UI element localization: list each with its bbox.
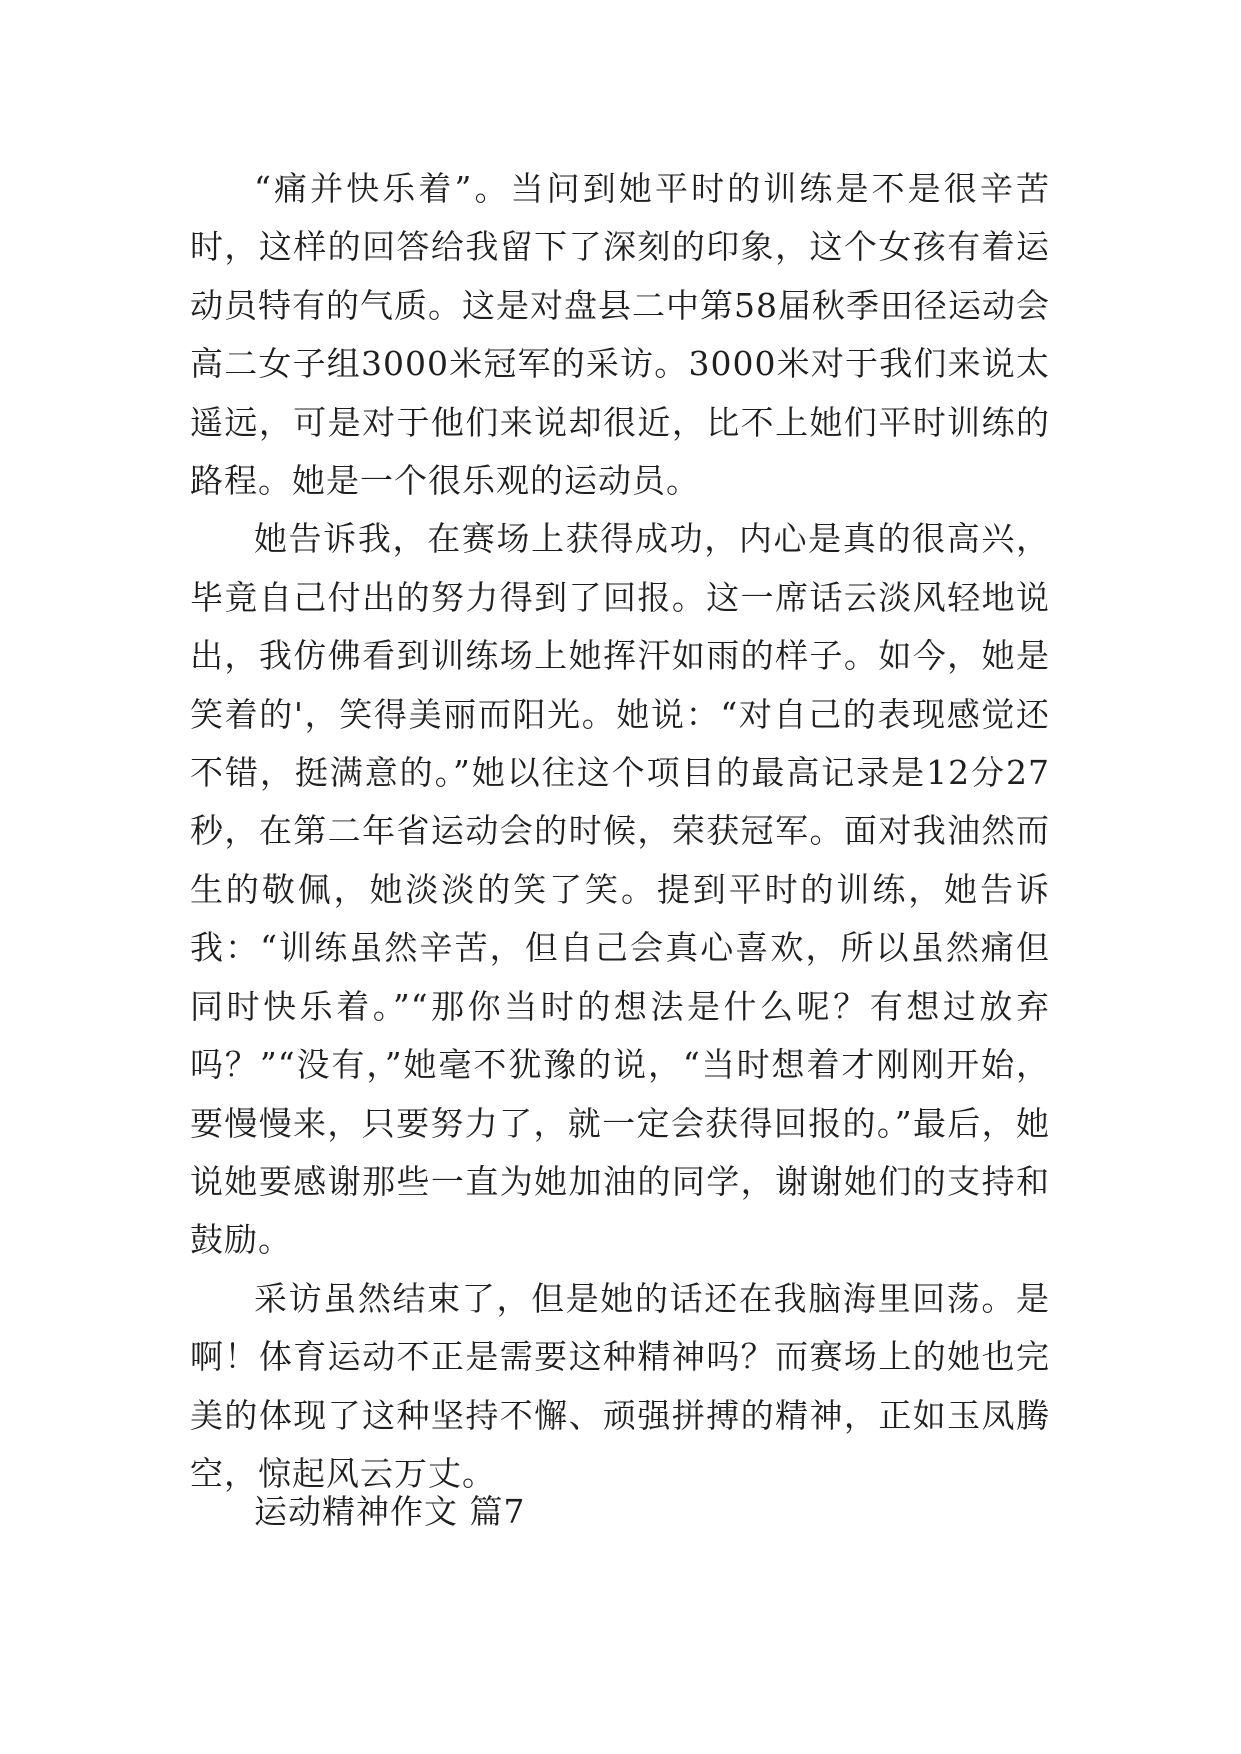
section-heading: 运动精神作文 篇7 [254, 1492, 526, 1531]
document-body [190, 160, 1050, 1503]
paragraph-interview-intro: “痛并快乐着”。当问到她平时的训练是不是很辛苦时，这样的回答给我留下了深刻的印象，这个女孩有着运动员特有的气质。这是对盘县二中第58届秋季田径运动会高二女子组3000米冠军的采访。3000米对于我们来说太遥远，可是对于他们来说却很近，比不上她们平时训练的路程。她是一个很乐观的运动员。 [190, 169, 1050, 501]
paragraph-interview-dialogue: 她告诉我，在赛场上获得成功，内心是真的很高兴，毕竟自己付出的努力得到了回报。这一席话云淡风轻地说出，我仿佛看到训练场上她挥汗如雨的样子。如今，她是笑着的'，笑得美丽而阳光。她说：“对自己的表现感觉还不错，挺满意的。”她以往这个项目的最高记录是12分27秒，在第二年省运动会的时候，荣获冠军。面对我油然而生的敬佩，她淡淡的笑了笑。提到平时的训练，她告诉我：“训练虽然辛苦，但自己会真心喜欢，所以虽然痛但同时快乐着。”“那你当时的想法是什么呢？有想过放弃吗？”“没有，”她毫不犹豫的说，“当时想着才刚刚开始，要慢慢来，只要努力了，就一定会获得回报的。”最后，她说她要感谢那些一直为她加油的同学，谢谢她们的支持和鼓励。 [190, 519, 1050, 1260]
paragraph-interview-conclusion: 采访虽然结束了，但是她的话还在我脑海里回荡。是啊！体育运动不正是需要这种精神吗？而赛场上的她也完美的体现了这种坚持不懈、顽强拼搏的精神，正如玉凤腾空，惊起风云万丈。 [190, 1278, 1050, 1493]
